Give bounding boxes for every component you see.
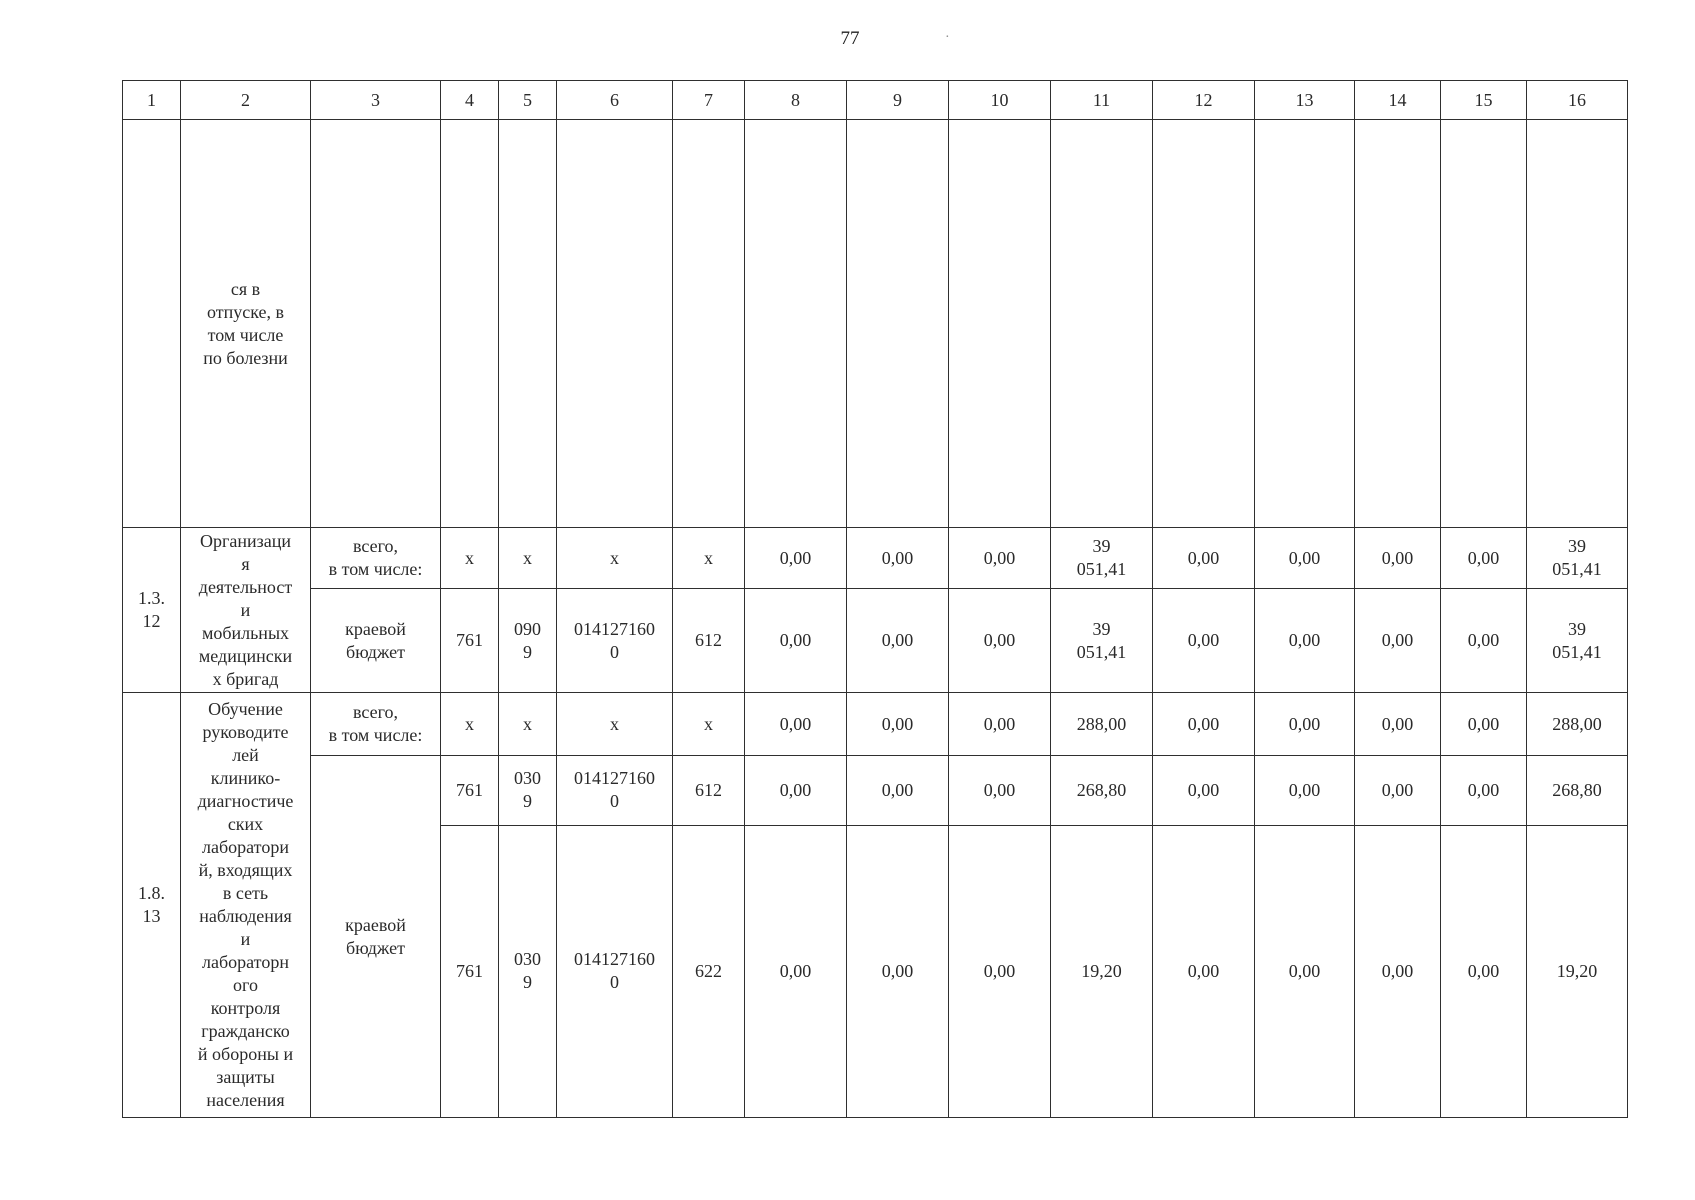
value-cell: 0,00 — [1355, 528, 1441, 589]
header-cell: 15 — [1441, 81, 1527, 120]
item-name: Организаци я деятельност и мобильных медицински х бригад — [181, 528, 311, 693]
cell-c5: 030 9 — [499, 756, 557, 825]
cell-empty — [847, 120, 949, 528]
funding-source: краевой бюджет — [311, 756, 441, 1118]
cell-c7: 612 — [673, 756, 745, 825]
value-cell: 0,00 — [847, 589, 949, 692]
header-cell: 12 — [1153, 81, 1255, 120]
header-cell: 6 — [557, 81, 673, 120]
header-cell: 9 — [847, 81, 949, 120]
cell-c7: x — [673, 692, 745, 755]
value-cell: 0,00 — [745, 692, 847, 755]
value-cell: 0,00 — [745, 589, 847, 692]
header-cell: 1 — [123, 81, 181, 120]
table-row — [123, 756, 1628, 825]
value-cell: 288,00 — [1527, 692, 1628, 755]
header-cell: 3 — [311, 81, 441, 120]
value-cell: 0,00 — [1255, 589, 1355, 692]
funding-source: краевой бюджет — [311, 589, 441, 692]
value-cell: 0,00 — [847, 756, 949, 825]
header-cell: 2 — [181, 81, 311, 120]
header-cell: 4 — [441, 81, 499, 120]
cell-empty — [123, 120, 181, 528]
funding-source: всего, в том числе: — [311, 692, 441, 755]
cell-c7: 622 — [673, 825, 745, 1117]
value-cell: 19,20 — [1527, 825, 1628, 1117]
value-cell: 0,00 — [1153, 756, 1255, 825]
cell-c6: 014127160 0 — [557, 589, 673, 692]
value-cell: 39 051,41 — [1051, 589, 1153, 692]
value-cell: 0,00 — [949, 589, 1051, 692]
scan-mark: · — [945, 30, 950, 45]
value-cell: 39 051,41 — [1527, 589, 1628, 692]
cell-c6: 014127160 0 — [557, 756, 673, 825]
header-cell: 11 — [1051, 81, 1153, 120]
cell-empty — [1255, 120, 1355, 528]
page-number: 77 — [840, 28, 860, 49]
cell-empty — [1051, 120, 1153, 528]
header-cell: 10 — [949, 81, 1051, 120]
value-cell: 0,00 — [1355, 825, 1441, 1117]
funding-source: всего, в том числе: — [311, 528, 441, 589]
cell-empty — [673, 120, 745, 528]
item-number: 1.8. 13 — [123, 692, 181, 1117]
value-cell: 0,00 — [1441, 528, 1527, 589]
value-cell: 0,00 — [949, 756, 1051, 825]
value-cell: 0,00 — [1441, 756, 1527, 825]
header-cell: 5 — [499, 81, 557, 120]
value-cell: 19,20 — [1051, 825, 1153, 1117]
item-number: 1.3. 12 — [123, 528, 181, 693]
cell-c6: x — [557, 528, 673, 589]
value-cell: 0,00 — [949, 692, 1051, 755]
value-cell: 268,80 — [1051, 756, 1153, 825]
cell-empty — [1355, 120, 1441, 528]
value-cell: 0,00 — [1255, 825, 1355, 1117]
cell-c6: 014127160 0 — [557, 825, 673, 1117]
cell-empty — [1153, 120, 1255, 528]
cell-c5: 030 9 — [499, 825, 557, 1117]
value-cell: 0,00 — [1153, 692, 1255, 755]
value-cell: 0,00 — [1355, 692, 1441, 755]
value-cell: 0,00 — [1153, 589, 1255, 692]
header-cell: 7 — [673, 81, 745, 120]
value-cell: 39 051,41 — [1051, 528, 1153, 589]
cell-c4: x — [441, 692, 499, 755]
value-cell: 39 051,41 — [1527, 528, 1628, 589]
cell-c5: 090 9 — [499, 589, 557, 692]
table-row — [123, 589, 1628, 692]
value-cell: 0,00 — [745, 756, 847, 825]
cell-empty — [1527, 120, 1628, 528]
cell-c7: 612 — [673, 589, 745, 692]
header-cell: 13 — [1255, 81, 1355, 120]
item-name: Обучение руководите лей клинико- диагностиче ских лаборатори й, входящих в сеть наблюдения и лабораторн ого контроля гражданско й обороны и защиты населения — [181, 692, 311, 1117]
cell-empty — [1441, 120, 1527, 528]
cell-empty — [949, 120, 1051, 528]
table-row — [123, 692, 1628, 755]
value-cell: 0,00 — [949, 825, 1051, 1117]
cell-c4: 761 — [441, 589, 499, 692]
value-cell: 0,00 — [1255, 692, 1355, 755]
cell-c7: x — [673, 528, 745, 589]
cell-empty — [745, 120, 847, 528]
cell-c6: x — [557, 692, 673, 755]
value-cell: 0,00 — [1255, 756, 1355, 825]
cell-empty — [557, 120, 673, 528]
cell-c5: x — [499, 692, 557, 755]
value-cell: 0,00 — [949, 528, 1051, 589]
header-row — [123, 81, 1628, 120]
value-cell: 268,80 — [1527, 756, 1628, 825]
value-cell: 0,00 — [1441, 825, 1527, 1117]
table-row — [123, 528, 1628, 589]
value-cell: 0,00 — [847, 825, 949, 1117]
cell-empty — [311, 120, 441, 528]
value-cell: 0,00 — [745, 528, 847, 589]
header-cell: 16 — [1527, 81, 1628, 120]
value-cell: 0,00 — [847, 692, 949, 755]
cell-c4: x — [441, 528, 499, 589]
value-cell: 0,00 — [1153, 825, 1255, 1117]
header-cell: 8 — [745, 81, 847, 120]
value-cell: 288,00 — [1051, 692, 1153, 755]
cell-empty — [441, 120, 499, 528]
cell-c4: 761 — [441, 825, 499, 1117]
cell-c4: 761 — [441, 756, 499, 825]
value-cell: 0,00 — [1355, 589, 1441, 692]
value-cell: 0,00 — [1441, 589, 1527, 692]
item-name-continuation: ся в отпуске, в том числе по болезни — [181, 120, 311, 528]
value-cell: 0,00 — [1355, 756, 1441, 825]
value-cell: 0,00 — [745, 825, 847, 1117]
value-cell: 0,00 — [847, 528, 949, 589]
value-cell: 0,00 — [1255, 528, 1355, 589]
header-cell: 14 — [1355, 81, 1441, 120]
cell-empty — [499, 120, 557, 528]
table-row-continuation — [123, 120, 1628, 528]
value-cell: 0,00 — [1441, 692, 1527, 755]
cell-c5: x — [499, 528, 557, 589]
value-cell: 0,00 — [1153, 528, 1255, 589]
budget-table — [122, 80, 1628, 1118]
